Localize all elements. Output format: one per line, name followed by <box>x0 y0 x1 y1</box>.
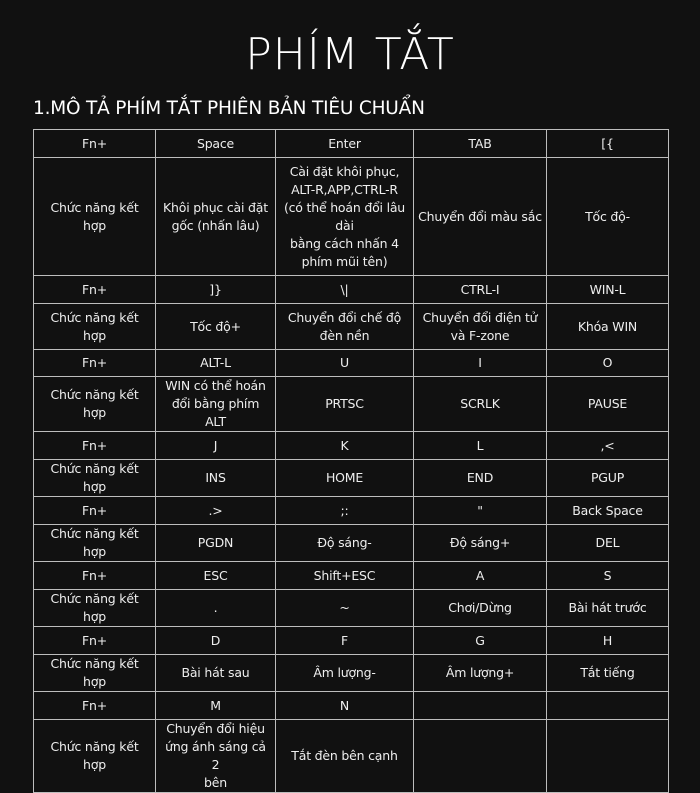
cell-text: Fn+ <box>82 697 107 713</box>
cell-text: H <box>602 632 613 648</box>
cell-text: PGDN <box>197 535 234 550</box>
row-label-function <box>34 590 156 627</box>
table-cell <box>414 627 547 655</box>
row-label-fn <box>34 692 156 720</box>
cell-text: WIN có thể hoán đổi bằng phím ALT <box>165 378 266 429</box>
table-cell <box>414 432 547 460</box>
cell-text: L <box>476 437 484 453</box>
cell-text: PRTSC <box>325 396 364 411</box>
table-cell <box>414 562 547 590</box>
key-row <box>34 562 669 590</box>
cell-text: HOME <box>325 470 364 485</box>
row-label-fn <box>34 350 156 377</box>
cell-text: Back Space <box>572 502 643 518</box>
function-row <box>34 590 669 627</box>
function-row <box>34 460 669 497</box>
cell-text: Bài hát trước <box>568 600 647 615</box>
table-cell <box>276 562 414 590</box>
cell-text: Chuyển đổi hiệu ứng ánh sáng cả 2 bên <box>165 721 266 790</box>
cell-text: . <box>213 600 218 615</box>
table-cell <box>547 627 669 655</box>
cell-text: Chuyển đổi màu sắc <box>418 208 542 224</box>
table-cell <box>547 460 669 497</box>
table-cell <box>276 158 414 276</box>
cell-text: N <box>339 697 350 713</box>
function-row <box>34 304 669 350</box>
row-label-function <box>34 460 156 497</box>
cell-text: PAUSE <box>587 396 628 411</box>
cell-text: Tốc độ+ <box>190 318 241 334</box>
cell-text: Âm lượng+ <box>445 665 515 680</box>
table-cell <box>156 655 276 692</box>
table-cell <box>276 130 414 158</box>
table-cell <box>156 377 276 432</box>
cell-text: K <box>340 437 349 453</box>
cell-text: Chức năng kết hợp <box>50 656 139 689</box>
cell-text: CTRL-I <box>460 281 500 297</box>
table-cell <box>156 525 276 562</box>
cell-text: Chuyển đổi chế độ đèn nền <box>287 309 402 343</box>
cell-text: Tắt đèn bên cạnh <box>291 748 398 763</box>
table-cell <box>156 590 276 627</box>
table-cell <box>547 432 669 460</box>
cell-text: Fn+ <box>82 281 107 297</box>
table-cell <box>414 276 547 304</box>
cell-text: TAB <box>468 135 492 151</box>
table-cell <box>547 562 669 590</box>
cell-text: SCRLK <box>460 396 500 411</box>
cell-text: Cài đặt khôi phục, ALT-R,APP,CTRL-R (có thể hoán đổi lâu dài bằng cách nhấn 4 phím mũi tên) <box>283 163 406 269</box>
table-cell <box>414 497 547 525</box>
table-cell <box>547 304 669 350</box>
cell-text: Fn+ <box>82 502 107 518</box>
table-cell <box>156 720 276 793</box>
cell-text: Chức năng kết hợp <box>50 591 139 624</box>
row-label-function <box>34 158 156 276</box>
shortcut-table-body <box>34 130 669 793</box>
row-label-function <box>34 525 156 562</box>
row-label-function <box>34 720 156 793</box>
table-cell <box>156 350 276 377</box>
cell-text: Chức năng kết hợp <box>50 526 139 559</box>
cell-text: Bài hát sau <box>181 665 250 680</box>
table-cell <box>276 627 414 655</box>
cell-text: M <box>210 697 221 713</box>
cell-text: \| <box>340 281 349 297</box>
table-cell <box>276 692 414 720</box>
section-title: 1.MÔ TẢ PHÍM TẮT PHIÊN BẢN TIÊU CHUẨN <box>33 98 425 119</box>
cell-text: Chức năng kết hợp <box>50 387 139 420</box>
table-cell <box>547 276 669 304</box>
cell-text: ,< <box>600 437 615 453</box>
table-cell <box>547 377 669 432</box>
cell-text: .> <box>208 502 223 518</box>
table-cell <box>547 497 669 525</box>
cell-text: A <box>475 567 485 583</box>
table-cell <box>156 304 276 350</box>
cell-text: Chức năng kết hợp <box>50 461 139 494</box>
cell-text: Âm lượng- <box>313 665 376 680</box>
table-cell <box>156 627 276 655</box>
cell-text: G <box>475 632 485 648</box>
row-label-fn <box>34 627 156 655</box>
cell-text: Chức năng kết hợp <box>50 199 139 233</box>
key-row <box>34 692 669 720</box>
table-cell <box>276 655 414 692</box>
row-label-fn <box>34 130 156 158</box>
cell-text: Space <box>196 135 235 151</box>
cell-text: Độ sáng+ <box>449 535 511 550</box>
cell-text: Khóa WIN <box>577 318 638 334</box>
function-row <box>34 720 669 793</box>
cell-text: " <box>477 502 483 518</box>
row-label-fn <box>34 497 156 525</box>
cell-text: ]} <box>209 281 222 297</box>
row-label-fn <box>34 432 156 460</box>
cell-text: I <box>478 355 482 370</box>
row-label-function <box>34 655 156 692</box>
cell-text: Chức năng kết hợp <box>50 739 139 772</box>
table-cell <box>414 304 547 350</box>
cell-text: Enter <box>328 135 361 151</box>
cell-text: Fn+ <box>82 437 107 453</box>
cell-text: Tắt tiếng <box>580 665 635 680</box>
table-cell <box>547 130 669 158</box>
cell-text: Độ sáng- <box>317 535 372 550</box>
table-cell <box>156 562 276 590</box>
cell-text: Khôi phục cài đặt gốc (nhấn lâu) <box>163 199 268 233</box>
table-cell <box>414 655 547 692</box>
cell-text: DEL <box>595 535 620 550</box>
page-title: PHÍM TẮT <box>245 29 455 80</box>
table-cell <box>414 130 547 158</box>
cell-text: D <box>210 632 221 648</box>
table-cell <box>156 460 276 497</box>
cell-text: O <box>602 355 613 370</box>
function-row <box>34 377 669 432</box>
cell-text: ESC <box>203 567 228 583</box>
cell-text: U <box>340 355 349 370</box>
table-cell <box>276 432 414 460</box>
table-cell <box>547 525 669 562</box>
cell-text: Fn+ <box>82 355 107 370</box>
shortcut-table <box>33 129 669 793</box>
table-cell <box>414 692 547 720</box>
cell-text: PGUP <box>590 470 625 485</box>
table-cell <box>276 497 414 525</box>
cell-text: Fn+ <box>82 632 107 648</box>
cell-text: Fn+ <box>82 567 107 583</box>
table-cell <box>156 692 276 720</box>
cell-text: ;: <box>340 502 349 518</box>
cell-text: END <box>466 470 494 485</box>
cell-text: WIN-L <box>589 281 626 297</box>
table-cell <box>547 158 669 276</box>
table-cell <box>547 692 669 720</box>
cell-text: Shift+ESC <box>313 567 376 583</box>
cell-text: Chơi/Dừng <box>448 600 512 615</box>
table-cell <box>414 350 547 377</box>
table-cell <box>414 377 547 432</box>
table-cell <box>414 525 547 562</box>
function-row <box>34 525 669 562</box>
table-cell <box>547 350 669 377</box>
key-row <box>34 432 669 460</box>
table-cell <box>547 590 669 627</box>
cell-text: Chuyển đổi điện tử và F-zone <box>422 309 538 343</box>
key-row <box>34 627 669 655</box>
table-cell <box>276 304 414 350</box>
cell-text: Chức năng kết hợp <box>50 309 139 343</box>
function-row <box>34 655 669 692</box>
key-row <box>34 350 669 377</box>
cell-text: J <box>213 437 218 453</box>
key-row <box>34 130 669 158</box>
row-label-fn <box>34 276 156 304</box>
function-row <box>34 158 669 276</box>
table-cell <box>547 655 669 692</box>
cell-text: Fn+ <box>82 135 107 151</box>
table-cell <box>276 276 414 304</box>
table-cell <box>156 276 276 304</box>
table-cell <box>156 432 276 460</box>
cell-text: [{ <box>601 135 614 151</box>
cell-text: INS <box>205 470 226 485</box>
cell-text: ~ <box>339 600 350 615</box>
table-cell <box>156 130 276 158</box>
table-cell <box>414 590 547 627</box>
table-cell <box>547 720 669 793</box>
table-cell <box>156 497 276 525</box>
cell-text: S <box>603 567 612 583</box>
row-label-function <box>34 377 156 432</box>
table-cell <box>276 720 414 793</box>
table-cell <box>276 590 414 627</box>
cell-text: ALT-L <box>200 355 231 370</box>
row-label-fn <box>34 562 156 590</box>
table-cell <box>276 525 414 562</box>
table-cell <box>276 350 414 377</box>
table-cell <box>414 720 547 793</box>
table-cell <box>414 158 547 276</box>
table-cell <box>276 377 414 432</box>
cell-text: Tốc độ- <box>585 208 630 224</box>
table-cell <box>276 460 414 497</box>
key-row <box>34 276 669 304</box>
table-cell <box>414 460 547 497</box>
key-row <box>34 497 669 525</box>
table-cell <box>156 158 276 276</box>
cell-text: F <box>341 632 348 648</box>
row-label-function <box>34 304 156 350</box>
